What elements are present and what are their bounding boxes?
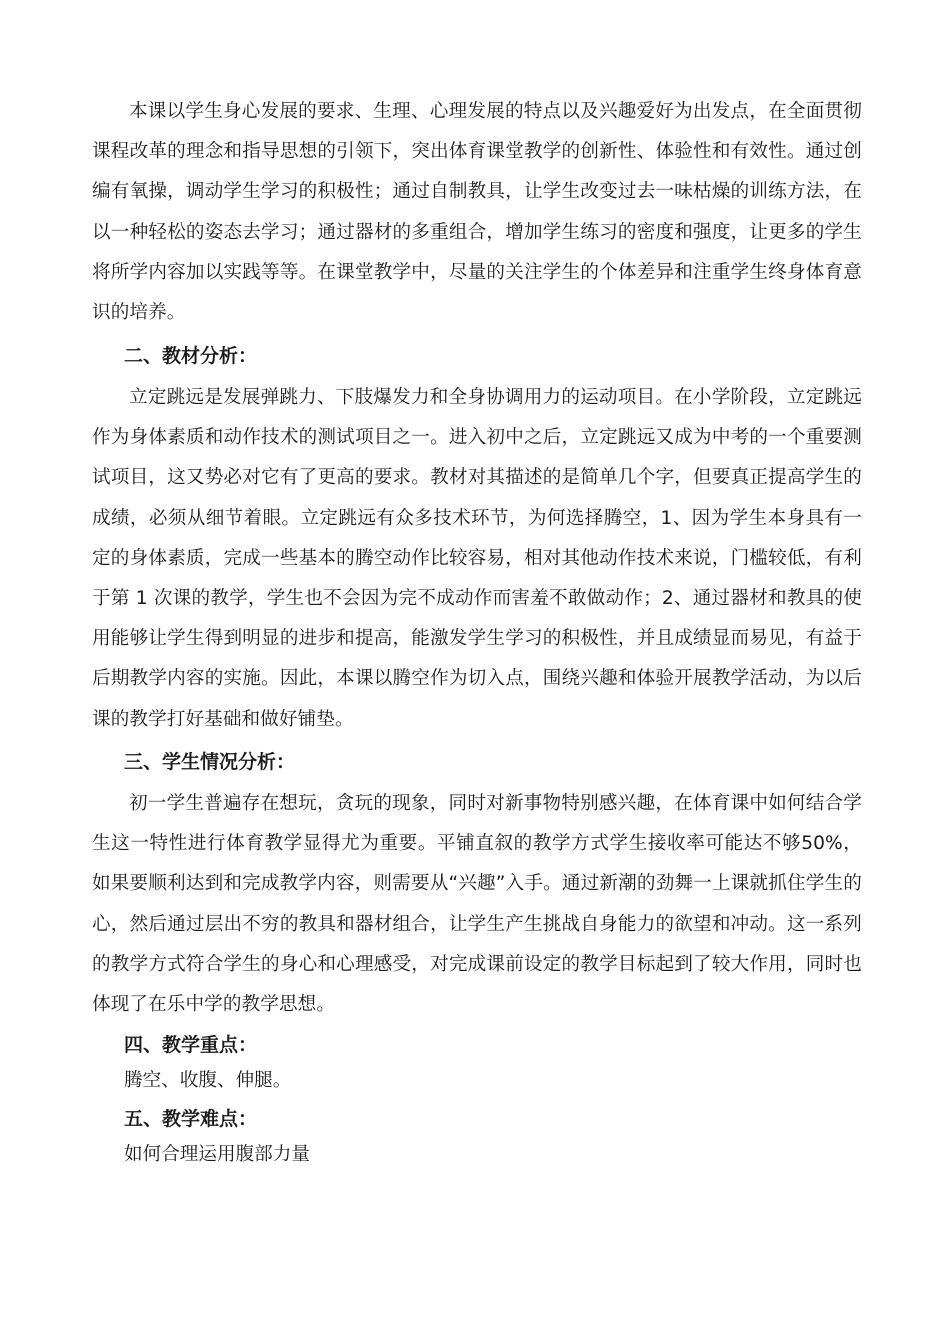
section-body: 如何合理运用腹部力量 bbox=[124, 1144, 310, 1165]
section-body: 初一学生普遍存在想玩，贪玩的现象，同时对新事物特别感兴趣，在体育课中如何结合学生这一特性进行体育教学显得尤为重要。平铺直叙的教学方式学生接收率可能达不够50%，如果要顺利达到和完成教学内容，则需要从“兴趣”入手。通过新潮的劲舞一上课就抓住学生的心，然后通过层出不穷的教具和器材组合，让学生产生挑战自身能力的欲望和冲动。这一系列的教学方式符合学生的身心和心理感受，对完成课前设定的教学目标起到了较大作用，同时也体现了在乐中学的教学思想。 bbox=[92, 793, 862, 1016]
document-body bbox=[92, 92, 862, 1173]
section-heading: 五、教学难点： bbox=[124, 1108, 258, 1130]
section-heading: 二、教材分析： bbox=[124, 345, 258, 367]
section-student-analysis bbox=[92, 742, 862, 1025]
section-heading: 四、教学重点： bbox=[124, 1034, 258, 1056]
section-teaching-difficulty bbox=[92, 1101, 862, 1173]
section-teaching-focus bbox=[92, 1027, 862, 1099]
intro-paragraph: 本课以学生身心发展的要求、生理、心理发展的特点以及兴趣爱好为出发点，在全面贯彻课程改革的理念和指导思想的引领下，突出体育课堂教学的创新性、体验性和有效性。通过创编有氧操，调动学生学习的积极性；通过自制教具，让学生改变过去一味枯燥的训练方法，在以一种轻松的姿态去学习；通过器材的多重组合，增加学生练习的密度和强度，让更多的学生将所学内容加以实践等等。在课堂教学中，尽量的关注学生的个体差异和注重学生终身体育意识的培养。 bbox=[92, 101, 862, 324]
section-heading: 三、学生情况分析： bbox=[124, 751, 296, 773]
section-textbook-analysis bbox=[92, 336, 862, 740]
section-body: 立定跳远是发展弹跳力、下肢爆发力和全身协调用力的运动项目。在小学阶段，立定跳远作为身体素质和动作技术的测试项目之一。进入初中之后，立定跳远又成为中考的一个重要测试项目，这又势必对它有了更高的要求。教材对其描述的是简单几个字，但要真正提高学生的成绩，必须从细节着眼。立定跳远有众多技术环节，为何选择腾空，1、因为学生本身具有一定的身体素质，完成一些基本的腾空动作比较容易，相对其他动作技术来说，门槛较低，有利于第 1 次课的教学，学生也不会因为完不成动作而害羞不敢做动作；2、通过器材和教具的使用能够让学生得到明显的进步和提高，能激发学生学习的积极性，并且成绩显而易见，有益于后期教学内容的实施。因此，本课以腾空作为切入点，围绕兴趣和体验开展教学活动，为以后课的教学打好基础和做好铺垫。 bbox=[92, 387, 862, 730]
section-body: 腾空、收腹、伸腿。 bbox=[124, 1070, 292, 1091]
